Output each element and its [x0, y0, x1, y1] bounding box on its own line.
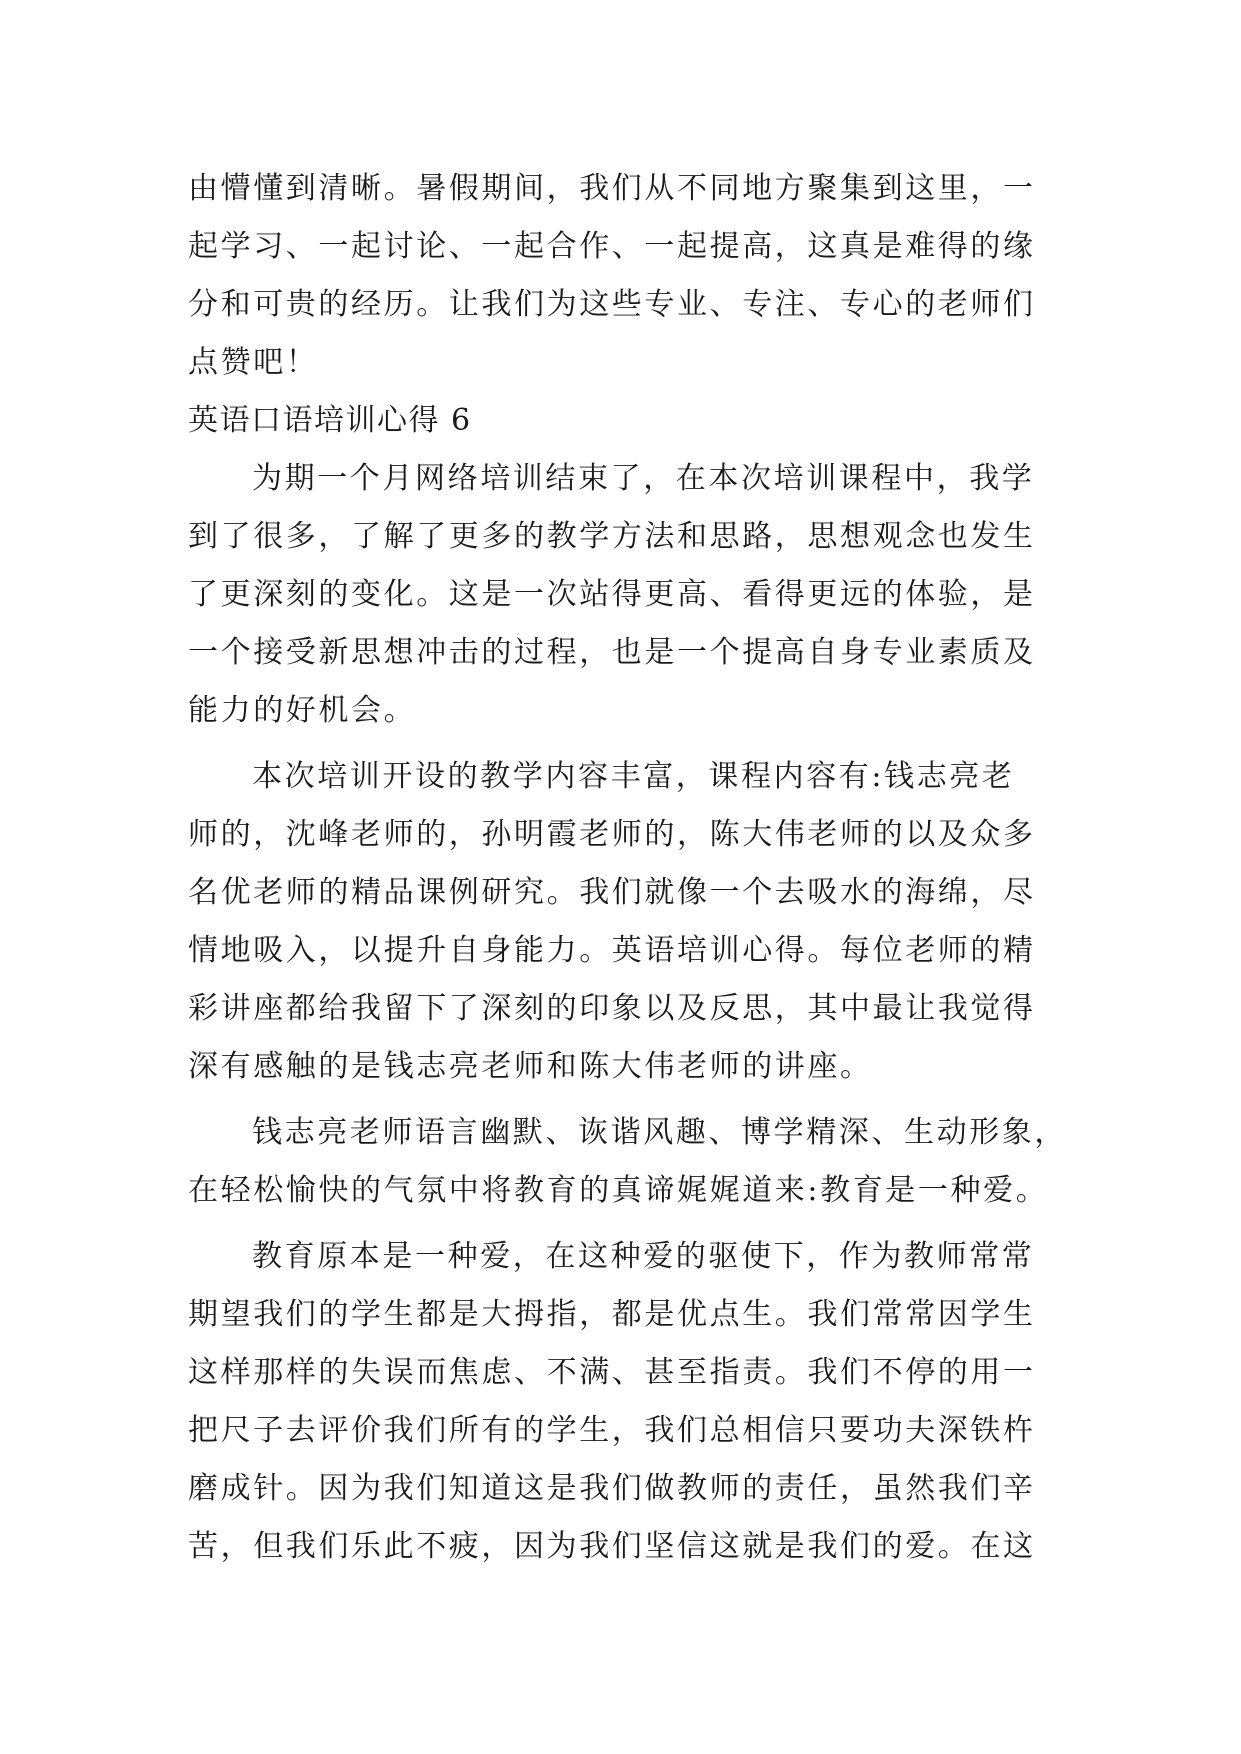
text-line: 点赞吧！ [188, 345, 319, 380]
text-line: 期望我们的学生都是大拇指，都是优点生。我们常常因学生 [188, 1297, 1036, 1332]
text-line: 在轻松愉快的气氛中将教育的真谛娓娓道来:教育是一种爱。 [188, 1173, 1049, 1208]
text-line: 把尺子去评价我们所有的学生，我们总相信只要功夫深铁杵 [188, 1413, 1036, 1448]
text-line: 情地吸入，以提升自身能力。英语培训心得。每位老师的精 [188, 933, 1036, 968]
text-line: 深有感触的是钱志亮老师和陈大伟老师的讲座。 [188, 1049, 873, 1084]
text-line: 这样那样的失误而焦虑、不满、甚至指责。我们不停的用一 [188, 1355, 1036, 1390]
text-line: 师的，沈峰老师的，孙明霞老师的，陈大伟老师的以及众多 [188, 817, 1036, 852]
text-line: 到了很多，了解了更多的教学方法和思路，思想观念也发生 [188, 519, 1036, 554]
paragraph-2 [188, 748, 1058, 1096]
text-line: 本次培训开设的教学内容丰富，课程内容有:钱志亮老 [252, 759, 1015, 794]
text-line: 能力的好机会。 [188, 693, 417, 728]
text-line: 一个接受新思想冲击的过程，也是一个提高自身专业素质及 [188, 635, 1036, 670]
text-line: 钱志亮老师语言幽默、诙谐风趣、博学精深、生动形象， [252, 1115, 1067, 1150]
text-line: 起学习、一起讨论、一起合作、一起提高，这真是难得的缘 [188, 229, 1036, 264]
paragraph-4 [188, 1228, 1058, 1576]
document-body [188, 160, 1067, 1576]
text-line: 名优老师的精品课例研究。我们就像一个去吸水的海绵，尽 [188, 875, 1036, 910]
text-line: 彩讲座都给我留下了深刻的印象以及反思，其中最让我觉得 [188, 991, 1036, 1026]
text-line: 了更深刻的变化。这是一次站得更高、看得更远的体验，是 [188, 577, 1036, 612]
text-line: 磨成针。因为我们知道这是我们做教师的责任，虽然我们辛 [188, 1471, 1036, 1506]
text-line: 分和可贵的经历。让我们为这些专业、专注、专心的老师们 [188, 287, 1036, 322]
paragraph-1 [188, 450, 1058, 740]
text-line: 为期一个月网络培训结束了，在本次培训课程中，我学 [252, 461, 1035, 496]
text-line: 由懵懂到清晰。暑假期间，我们从不同地方聚集到这里，一 [188, 171, 1036, 206]
text-line: 教育原本是一种爱，在这种爱的驱使下，作为教师常常 [252, 1239, 1035, 1274]
continuation-paragraph [188, 160, 1058, 392]
paragraph-3 [188, 1104, 1067, 1220]
text-line: 苦，但我们乐此不疲，因为我们坚信这就是我们的爱。在这 [188, 1529, 1036, 1564]
section-title: 英语口语培训心得 6 [188, 403, 472, 438]
